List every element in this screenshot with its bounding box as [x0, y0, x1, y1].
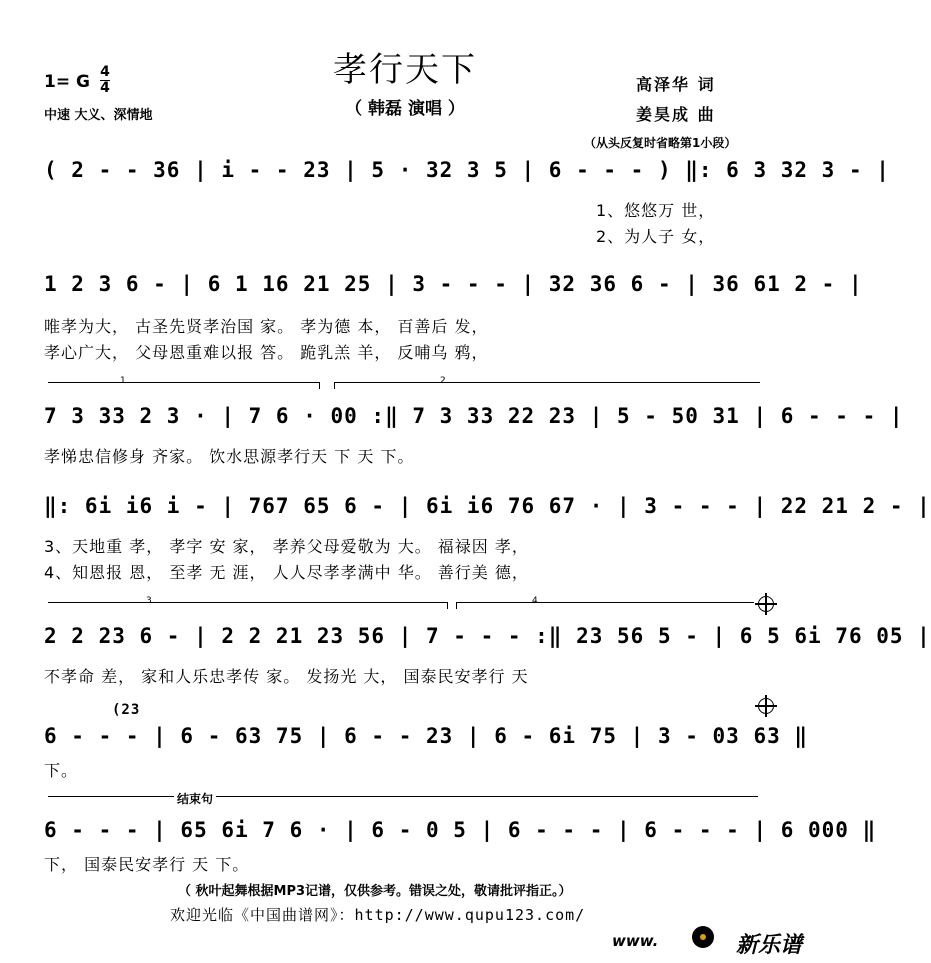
- volta-2-number: 2: [440, 376, 446, 386]
- transcriber-note: （ 秋叶起舞根据MP3记谱，仅供参考。错误之处，敬请批评指正。）: [178, 884, 572, 899]
- coda-sign-icon: [758, 596, 774, 612]
- volta-1-number: 1: [120, 376, 126, 386]
- key-signature: 1= G: [44, 72, 90, 92]
- notation-row-7: 6 - - - | 65 6i 7 6 · | 6 - 0 5 | 6 - - - | 6 - - - | 6 000 ‖: [44, 818, 877, 842]
- song-title: 孝行天下: [333, 50, 477, 90]
- ending-label: 结束句: [174, 790, 216, 807]
- lyric-row-1-verse-2: 2、为人子 女，: [596, 227, 716, 246]
- welcome-banner[interactable]: 欢迎光临《中国曲谱网》：http://www.qupu123.com/: [170, 906, 586, 924]
- notation-row-5: 2 2 23 6 - | 2 2 21 23 56 | 7 - - - :‖ 23 56 5 - | 6 5 6i 76 05 |: [44, 624, 931, 648]
- time-bottom: 4: [100, 80, 110, 96]
- volta-4-bracket: [456, 602, 754, 603]
- lyric-row-1-verse-1: 1、悠悠万 世，: [596, 201, 716, 220]
- singer-credit: （ 韩磊 演唱 ）: [345, 99, 465, 119]
- lyric-row-7: 下， 国泰民安孝行 天 下。: [44, 855, 250, 874]
- volta-2-bracket: [334, 382, 760, 383]
- coda-sign-icon: [758, 698, 774, 714]
- watermark-brand: 新乐谱: [735, 933, 802, 958]
- notation-row-1: ( 2 - - 36 | i - - 23 | 5 · 32 3 5 | 6 - - - ) ‖: 6 3 32 3 - |: [44, 158, 890, 182]
- notation-row-3: 7 3 33 2 3 · | 7 6 · 00 :‖ 7 3 33 22 23 | 5 - 50 31 | 6 - - - |: [44, 404, 904, 428]
- notation-row-2: 1 2 3 6 - | 6 1 16 21 25 | 3 - - - | 32 36 6 - | 36 61 2 - |: [44, 272, 863, 296]
- watermark-url: www.: [612, 932, 659, 950]
- volta-3-number: 3: [146, 596, 152, 606]
- lyric-row-4-verse-3: 3、天地重 孝， 孝字 安 家， 孝养父母爱敬为 大。 福禄因 孝，: [44, 537, 529, 556]
- lyric-row-2-verse-2: 孝心广大， 父母恩重难以报 答。 跪乳羔 羊， 反哺乌 鸦，: [44, 343, 489, 362]
- lyric-row-3: 孝悌忠信修身 齐家。 饮水思源孝行天 下 天 下。: [44, 447, 415, 466]
- volta-1-bracket: [48, 382, 320, 383]
- lyric-row-2-verse-1: 唯孝为大， 古圣先贤孝治国 家。 孝为德 本， 百善后 发，: [44, 317, 489, 336]
- volta-3-bracket: [48, 602, 448, 603]
- lyric-row-5: 不孝命 差， 家和人乐忠孝传 家。 发扬光 大， 国泰民安孝行 天: [44, 667, 529, 686]
- lyric-row-6: 下。: [44, 761, 79, 780]
- lyric-row-4-verse-4: 4、知恩报 恩， 至孝 无 涯， 人人尽孝孝满中 华。 善行美 德，: [44, 563, 529, 582]
- notation-row-6: 6 - - - | 6 - 63 75 | 6 - - 23 | 6 - 6i 75 | 3 - 03 63 ‖: [44, 724, 809, 748]
- pickup-notes: (23: [112, 702, 141, 718]
- ending-bracket: [48, 796, 758, 797]
- composer-credit: 姜昊成 曲: [636, 105, 716, 124]
- time-top: 4: [100, 64, 110, 80]
- repeat-note: （从头反复时省略第1小段）: [584, 136, 737, 150]
- tempo-marking: 中速 大义、深情地: [44, 108, 153, 123]
- disc-logo-icon: [692, 926, 714, 948]
- time-signature: [100, 66, 110, 95]
- notation-row-4: ‖: 6i i6 i - | 767 65 6 - | 6i i6 76 67 · | 3 - - - | 22 21 2 - |: [44, 494, 931, 518]
- lyricist-credit: 高泽华 词: [636, 75, 716, 94]
- volta-4-number: 4: [532, 596, 538, 606]
